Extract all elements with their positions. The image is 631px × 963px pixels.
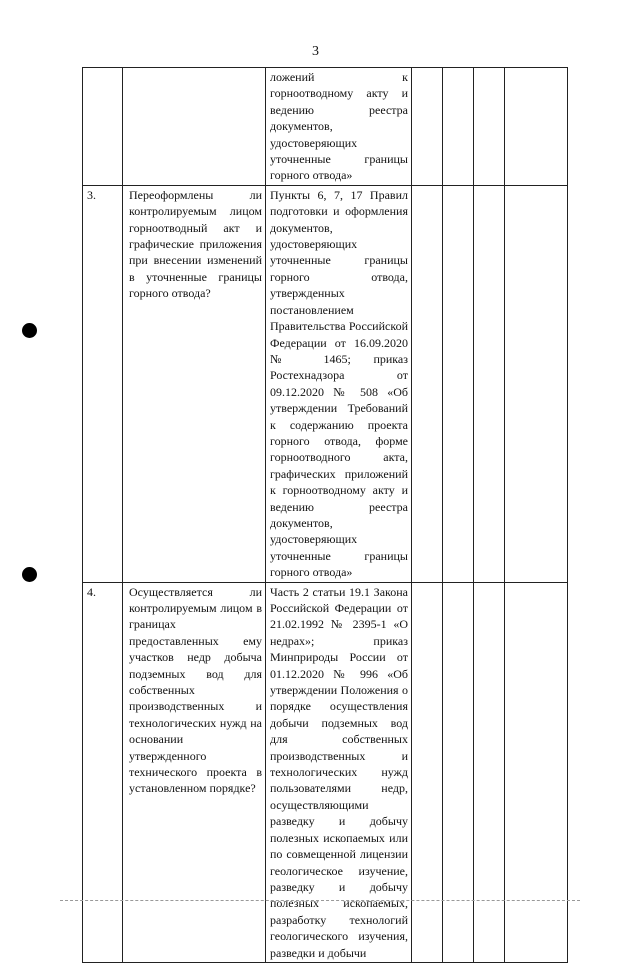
answer-na-cell <box>474 185 505 582</box>
row-number: 3. <box>83 185 123 582</box>
notes-cell <box>505 582 568 962</box>
table-row <box>83 68 568 186</box>
table-row <box>83 185 568 582</box>
notes-cell <box>505 185 568 582</box>
answer-yes-cell <box>412 582 443 962</box>
answer-no-cell <box>443 68 474 186</box>
answer-na-cell <box>474 68 505 186</box>
row-number <box>83 68 123 186</box>
requirement-cell: Пункты 6, 7, 17 Правил подготовки и оформления документов, удостоверяющих уточненные границы горного отвода, утвержденных постановлением Правительства Российской Федерации от 16.09.2020 № 1465; приказ Ростехнадзора от 09.12.2020 № 508 «Об утверждении Требований к содержанию проекта горного отвода, форме горноотводного акта, графических приложений к горноотводному акту и ведению реестра документов, удостоверяющих уточненные границы горного отвода» <box>266 185 412 582</box>
answer-yes-cell <box>412 68 443 186</box>
binder-hole-mark <box>22 567 37 582</box>
answer-no-cell <box>443 185 474 582</box>
requirement-cell: Часть 2 статьи 19.1 Закона Российской Федерации от 21.02.1992 № 2395-1 «О недрах»; приказ Минприроды России от 01.12.2020 № 996 «Об утверждении Положения о порядке осуществления добычи подземных вод для собственных производственных и технологических нужд пользователями недр, осуществляющими разведку и добычу полезных ископаемых или по совмещенной лицензии геологическое изучение, разведку и добычу полезных ископаемых, разработку технологий геологического изучения, разведки и добычи <box>266 582 412 962</box>
checklist-table <box>82 67 568 963</box>
answer-yes-cell <box>412 185 443 582</box>
question-cell: Осуществляется ли контролируемым лицом в границах предоставленных ему участков недр добыча подземных вод для собственных производственных и технологических нужд на основании утвержденного технического проекта в установленном порядке? <box>123 582 266 962</box>
question-cell: Переоформлены ли контролируемым лицом горноотводный акт и графические приложения при внесении изменений в уточненные границы горного отвода? <box>123 185 266 582</box>
notes-cell <box>505 68 568 186</box>
page-number: 3 <box>312 44 319 59</box>
answer-na-cell <box>474 582 505 962</box>
requirement-cell: ложений к горноотводному акту и ведению реестра документов, удостоверяющих уточненные границы горного отвода» <box>266 68 412 186</box>
row-number: 4. <box>83 582 123 962</box>
question-cell <box>123 68 266 186</box>
scan-edge-divider <box>60 900 580 902</box>
table-row <box>83 582 568 962</box>
binder-hole-mark <box>22 323 37 338</box>
answer-no-cell <box>443 582 474 962</box>
